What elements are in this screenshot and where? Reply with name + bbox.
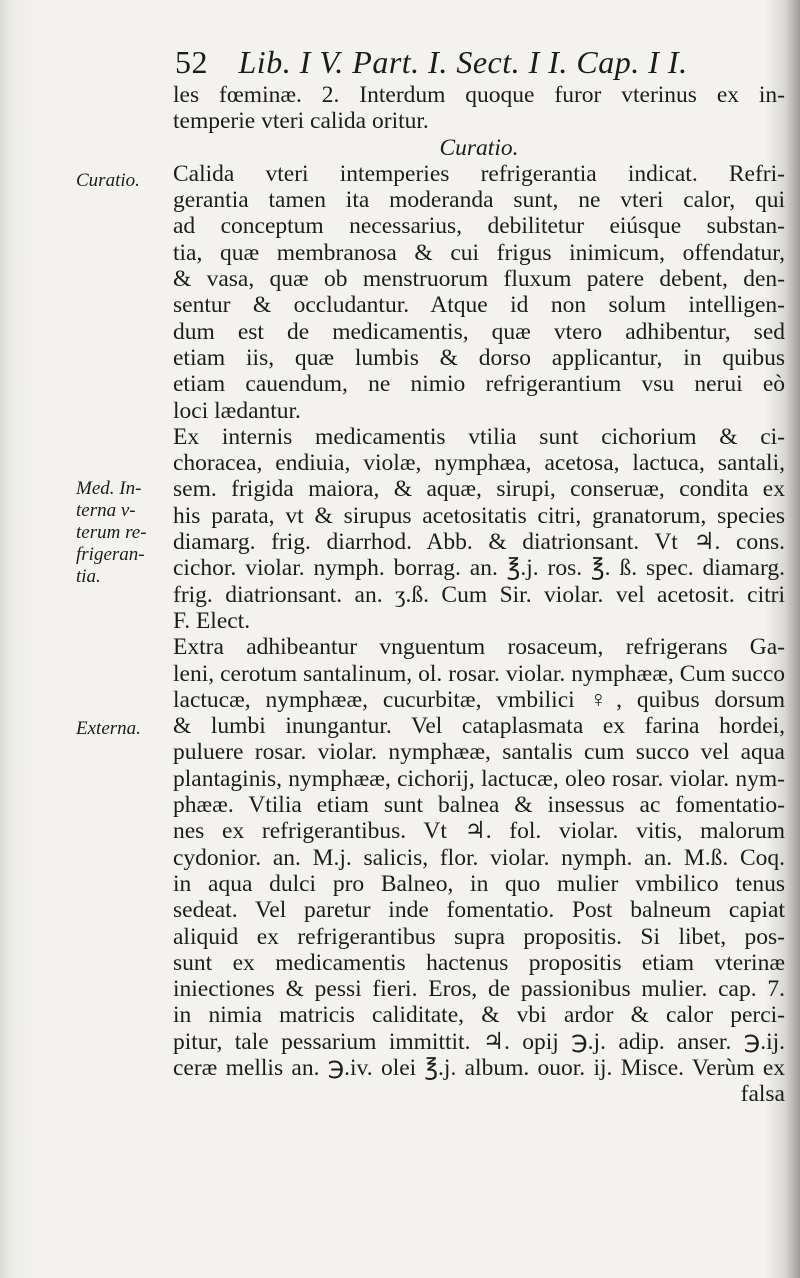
text-line: dum est de medicamentis, quæ vtero adhibentur, sed	[173, 318, 785, 345]
page-number: 52	[175, 44, 208, 80]
section-heading-curatio: Curatio.	[439, 134, 519, 161]
margin-note-externa	[76, 718, 176, 740]
text-line: leni, cerotum santalinum, ol. rosar. violar. nymphææ, Cum succo	[173, 660, 785, 687]
text-line: lactucæ, nymphææ, cucurbitæ, vmbilici ♀, quibus dorsum	[173, 686, 785, 713]
text-line: & lumbi inungantur. Vel cataplasmata ex farina hordei,	[173, 713, 785, 740]
text-line: sentur & occludantur. Atque id non solum intelligen-	[173, 292, 785, 319]
text-line: les fœminæ. 2. Interdum quoque furor vterinus ex in-	[173, 82, 785, 108]
text-line: cydonior. an. M.j. salicis, flor. violar. nymph. an. M.ß. Coq.	[173, 844, 785, 871]
text-line: iniectiones & pessi fieri. Eros, de passionibus mulier. cap. 7.	[173, 976, 785, 1003]
text-line: frig. diatrionsant. an. ʒ.ß. Cum Sir. violar. vel acetosit. citri	[173, 581, 785, 608]
text-line: sunt ex medicamentis hactenus propositis etiam vterinæ	[173, 949, 785, 976]
text-line: in nimia matricis caliditate, & vbi ardor & calor perci-	[173, 1002, 785, 1029]
text-line: nes ex refrigerantibus. Vt ♃. fol. violar. vitis, malorum	[173, 818, 785, 845]
margin-note-line: terna v-	[76, 500, 136, 521]
margin-note-line: Med. In-	[76, 478, 142, 499]
body-text	[173, 82, 785, 1108]
text-line: sedeat. Vel paretur inde fomentatio. Post balneum capiat	[173, 897, 785, 924]
text-line: temperie vteri calida oritur.	[173, 108, 429, 135]
text-line: gerantia tamen ita moderanda sunt, ne vteri calor, qui	[173, 187, 785, 214]
running-title: Lib. I V. Part. I. Sect. I I. Cap. I I.	[238, 44, 688, 80]
text-line: choracea, endiuia, violæ, nymphæa, acetosa, lactuca, santali,	[173, 450, 785, 477]
margin-note-line: terum re-	[76, 522, 147, 543]
text-line: tia, quæ membranosa & cui frigus inimicum, offendatur,	[173, 239, 785, 266]
margin-note-curatio	[76, 170, 176, 192]
text-line: aliquid ex refrigerantibus supra propositis. Si libet, pos-	[173, 923, 785, 950]
margin-note-line: tia.	[76, 566, 101, 587]
text-line: Calida vteri intemperies refrigerantia indicat. Refri-	[173, 160, 785, 187]
text-line: ad conceptum necessarius, debilitetur eiúsque substan-	[173, 213, 785, 240]
margin-note-line: Externa.	[76, 718, 141, 739]
text-line: ceræ mellis an. ℈.iv. olei ℥.j. album. ouor. ij. Misce. Verùm ex	[173, 1054, 785, 1081]
text-line: phææ. Vtilia etiam sunt balnea & insessus ac fomentatio-	[173, 792, 785, 819]
text-line: plantaginis, nymphææ, cichorij, lactucæ, oleo rosar. violar. nym-	[173, 765, 785, 792]
text-line: etiam cauendum, ne nimio refrigerantium vsu nerui eò	[173, 371, 785, 398]
text-line: loci lædantur.	[173, 397, 301, 424]
margin-note-medicamenta-interna	[76, 478, 176, 588]
text-line: Ex internis medicamentis vtilia sunt cichorium & ci-	[173, 423, 785, 450]
running-header	[175, 44, 735, 81]
margin-note-line: Curatio.	[76, 170, 140, 191]
text-line: sem. frigida maiora, & aquæ, sirupi, conseruæ, condita ex	[173, 476, 785, 503]
text-line: etiam iis, quæ lumbis & dorso applicantur, in quibus	[173, 344, 785, 371]
text-line: puluere rosar. violar. nymphææ, santalis cum succo vel aqua	[173, 739, 785, 766]
text-line: diamarg. frig. diarrhod. Abb. & diatrionsant. Vt ♃. cons.	[173, 529, 785, 556]
text-line: & vasa, quæ ob menstruorum fluxum patere debent, den-	[173, 266, 785, 293]
margin-note-line: frigeran-	[76, 544, 145, 565]
text-line: pitur, tale pessarium immittit. ♃. opij ℈.j. adip. anser. ℈.ij.	[173, 1028, 785, 1055]
text-line: cichor. violar. nymph. borrag. an. ℥.j. ros. ℥. ß. spec. diamarg.	[173, 555, 785, 582]
text-line: F. Elect.	[173, 607, 251, 634]
text-line: in aqua dulci pro Balneo, in quo mulier vmbilico tenus	[173, 870, 785, 897]
text-line: his parata, vt & sirupus acetositatis citri, granatorum, species	[173, 502, 785, 529]
text-line: falsa	[740, 1081, 785, 1108]
text-line: Extra adhibeantur vnguentum rosaceum, refrigerans Ga-	[173, 634, 785, 661]
